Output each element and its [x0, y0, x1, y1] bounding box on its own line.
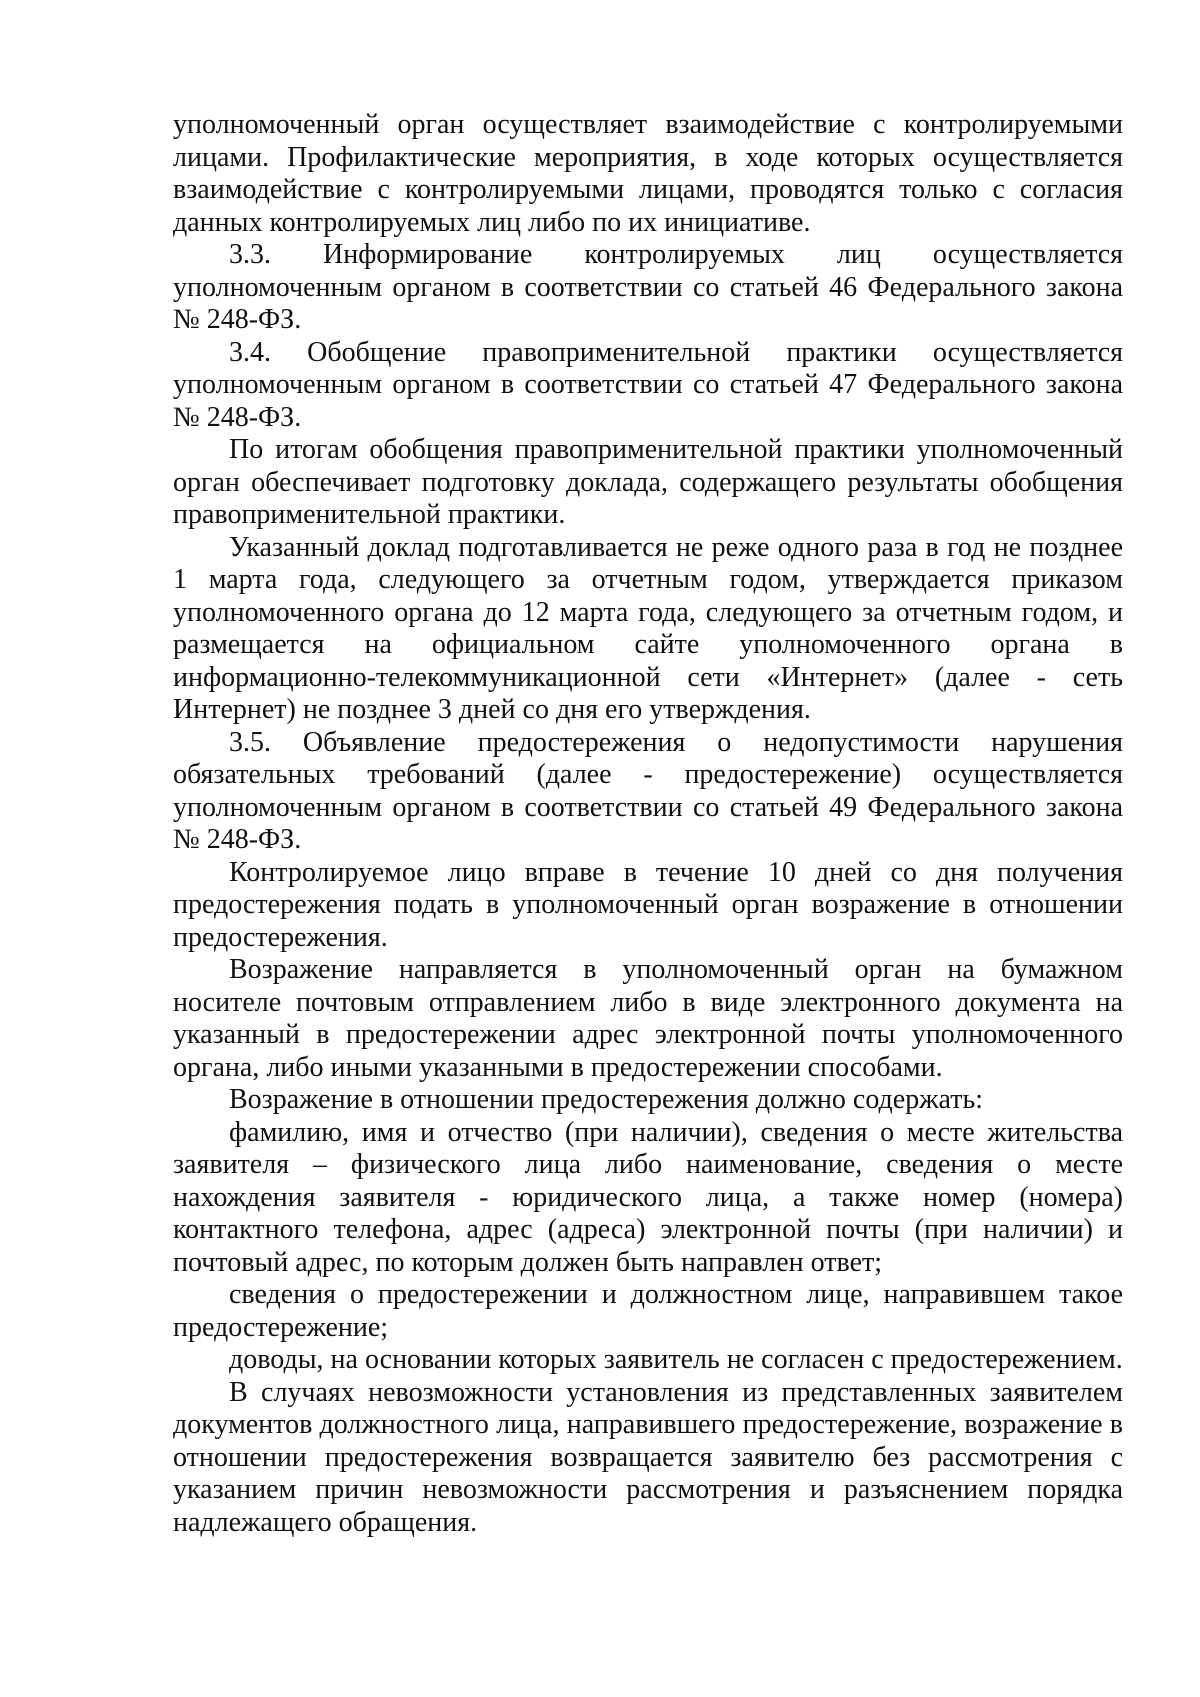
paragraph-applicant-details: фамилию, имя и отчество (при наличии), сведения о месте жительства заявителя – физического лица либо наименование, сведения о месте нахождения заявителя - юридического лица, а также номер (номера) контактного телефона, адрес (адреса) электронной почты (при наличии) и почтовый адрес, по которым должен быть направлен ответ;	[173, 1116, 1123, 1278]
document-page	[173, 109, 1123, 1539]
paragraph-continuation: уполномоченный орган осуществляет взаимодействие с контролируемыми лицами. Профилактические мероприятия, в ходе которых осуществляется взаимодействие с контролируемыми лицами, проводятся только с согласия данных контролируемых лиц либо по их инициативе.	[173, 109, 1123, 238]
paragraph-3-4-generalization: 3.4. Обобщение правоприменительной практики осуществляется уполномоченным органом в соответствии со статьей 47 Федерального закона № 248-ФЗ.	[173, 336, 1123, 433]
paragraph-objection-delivery: Возражение направляется в уполномоченный орган на бумажном носителе почтовым отправлением либо в виде электронного документа на указанный в предостережении адрес электронной почты уполномоченного органа, либо иными указанными в предостережении способами.	[173, 954, 1123, 1083]
paragraph-3-3-informing: 3.3. Информирование контролируемых лиц осуществляется уполномоченным органом в соответствии со статьей 46 Федерального закона № 248-ФЗ.	[173, 239, 1123, 335]
paragraph-report-preparation: По итогам обобщения правоприменительной практики уполномоченный орган обеспечивает подготовку доклада, содержащего результаты обобщения правоприменительной практики.	[173, 434, 1123, 530]
paragraph-warning-details: сведения о предостережении и должностном лице, направившем такое предостережение;	[173, 1279, 1123, 1343]
paragraph-objection-right: Контролируемое лицо вправе в течение 10 дней со дня получения предостережения подать в уполномоченный орган возражение в отношении предостережения.	[173, 856, 1123, 953]
paragraph-return-without-review: В случаях невозможности установления из представленных заявителем документов должностного лица, направившего предостережение, возражение в отношении предостережения возвращается заявителю без рассмотрения с указанием причин невозможности рассмотрения и разъяснением порядка надлежащего обращения.	[173, 1376, 1123, 1538]
paragraph-report-deadline: Указанный доклад подготавливается не реже одного раза в год не позднее 1 марта года, следующего за отчетным годом, утверждается приказом уполномоченного органа до 12 марта года, следующего за отчетным годом, и размещается на официальном сайте уполномоченного органа в информационно-телекоммуникационной сети «Интернет» (далее - сеть Интернет) не позднее 3 дней со дня его утверждения.	[173, 531, 1123, 725]
paragraph-objection-contents: Возражение в отношении предостережения должно содержать:	[229, 1084, 984, 1115]
paragraph-arguments: доводы, на основании которых заявитель не согласен с предостережением.	[229, 1344, 1123, 1375]
paragraph-3-5-warning: 3.5. Объявление предостережения о недопустимости нарушения обязательных требований (далее - предостережение) осуществляется уполномоченным органом в соответствии со статьей 49 Федерального закона № 248-ФЗ.	[173, 726, 1123, 855]
